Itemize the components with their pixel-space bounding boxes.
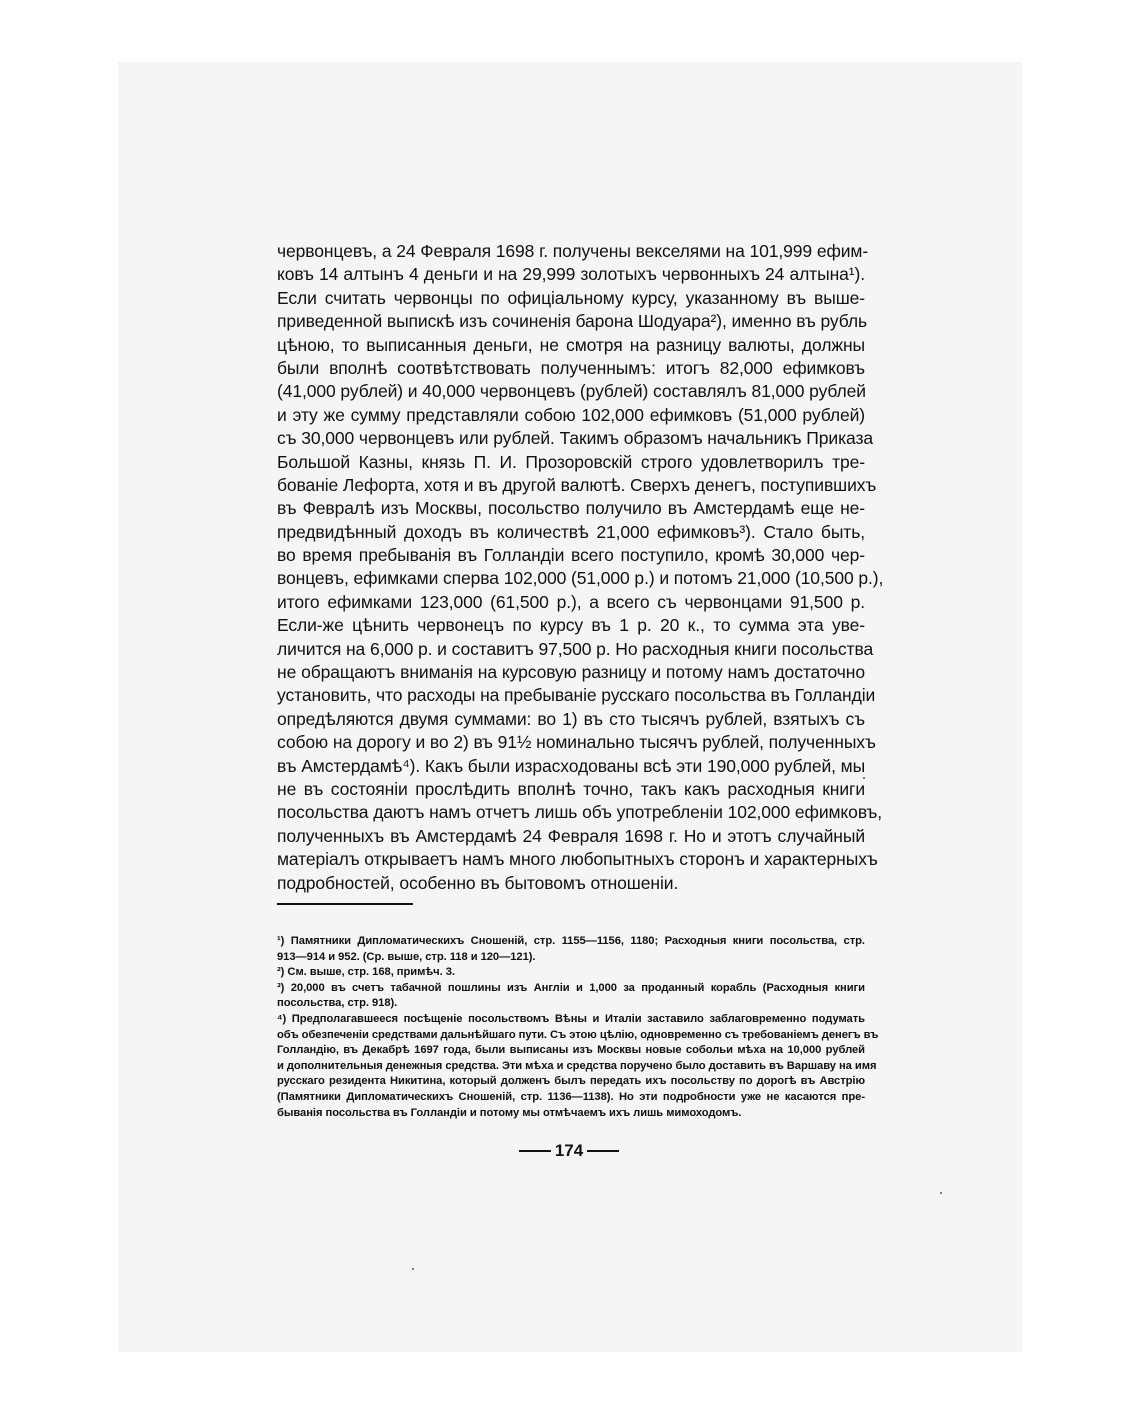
footnote-line: ³) 20,000 въ счетъ табачной пошлины изъ Англіи и 1,000 за проданный корабль (Расходныя книги	[277, 981, 865, 994]
body-line: во время пребыванія въ Голландіи всего поступило, кромѣ 30,000 чер-	[277, 545, 865, 566]
body-line: Большой Казны, князь П. И. Прозоровскій строго удовлетворилъ тре-	[277, 451, 865, 472]
footnote-line: Голландію, въ Декабрѣ 1697 года, были выписаны изъ Москвы новые собольи мѣха на 10,000 рублей	[277, 1044, 865, 1057]
body-line: личится на 6,000 р. и составитъ 97,500 р. Но расходныя книги посольства	[277, 638, 874, 659]
scan-speck	[863, 777, 865, 779]
footnote	[277, 934, 865, 965]
footnote-line: (Памятники Дипломатическихъ Сношеній, стр. 1136—1138). Но эти подробности уже не касаются пре-	[277, 1090, 865, 1103]
body-line: Если-же цѣнить червонецъ по курсу въ 1 р. 20 к., то сумма эта уве-	[277, 615, 865, 636]
body-line: не въ состояніи прослѣдить вполнѣ точно, такъ какъ расходныя книги	[277, 778, 865, 799]
footnote-line: посольства, стр. 918).	[277, 997, 398, 1010]
page-number-dash-right	[587, 1150, 619, 1152]
footnote-line: ¹) Памятники Дипломатическихъ Сношеній, стр. 1155—1156, 1180; Расходныя книги посольства, стр.	[277, 935, 865, 947]
body-line: были вполнѣ соотвѣтствовать полученнымъ: итогъ 82,000 ефимковъ	[277, 357, 865, 378]
body-line: ковъ 14 алтынъ 4 деньги и на 29,999 золотыхъ червонныхъ 24 алтына¹).	[277, 264, 865, 285]
footnote-line: и дополнительныя денежныя средства. Эти мѣха и средства поручено было доставить въ Варшаву на имя	[277, 1059, 877, 1072]
footnote-line: объ обезпеченіи средствами дальнѣйшаго пути. Съ этою цѣлію, одновременно съ требованіемъ денегъ въ	[277, 1028, 879, 1041]
body-line: посольства даютъ намъ отчетъ лишь объ употребленіи 102,000 ефимковъ,	[277, 802, 883, 823]
body-line: цѣною, то выписанныя деньги, не смотря на разницу валюты, должны	[277, 334, 865, 355]
body-line: полученныхъ въ Амстердамѣ 24 Февраля 1698 г. Но и этотъ случайный	[277, 825, 865, 846]
body-line: собою на дорогу и во 2) въ 91½ номинально тысячъ рублей, полученныхъ	[277, 732, 876, 753]
body-line: съ 30,000 червонцевъ или рублей. Такимъ образомъ начальникъ Приказа	[277, 428, 873, 449]
body-line: приведенной выпискѣ изъ сочиненія барона Шодуара²), именно въ рубль	[277, 311, 868, 332]
body-line: итого ефимками 123,000 (61,500 р.), а всего съ червонцами 91,500 р.	[277, 591, 865, 612]
footnote-divider	[277, 903, 413, 905]
footnote	[277, 981, 865, 1012]
page-number-block	[509, 1140, 629, 1162]
footnote-line: быванія посольства въ Голландіи и потому мы отмѣчаемъ ихъ лишь мимоходомъ.	[277, 1106, 742, 1119]
body-line: червонцевъ, а 24 Февраля 1698 г. получены векселями на 101,999 ефим-	[277, 241, 869, 261]
footnotes	[277, 934, 879, 1121]
body-line: матеріалъ открываетъ намъ много любопытныхъ сторонъ и характерныхъ	[277, 849, 878, 870]
body-line: (41,000 рублей) и 40,000 червонцевъ (рублей) составлялъ 81,000 рублей	[277, 381, 866, 402]
footnote-line: 913—914 и 952. (Ср. выше, стр. 118 и 120—121).	[277, 950, 536, 963]
body-text	[277, 240, 884, 895]
footnote	[277, 965, 865, 981]
scan-speck	[412, 1268, 414, 1270]
footnote-line: русскаго резидента Никитина, который долженъ былъ передать ихъ посольству по дорогѣ въ Австрію	[277, 1075, 865, 1088]
body-line: бованіе Лефорта, хотя и въ другой валютѣ. Сверхъ денегъ, поступившихъ	[277, 474, 877, 495]
body-line: и эту же сумму представляли собою 102,000 ефимковъ (51,000 рублей)	[277, 404, 865, 425]
footnote-line: ²) См. выше, стр. 168, примѣч. 3.	[277, 966, 455, 979]
body-line: въ Амстердамѣ⁴). Какъ были израсходованы всѣ эти 190,000 рублей, мы	[277, 755, 866, 776]
body-line: опредѣляются двумя суммами: во 1) въ сто тысячъ рублей, взятыхъ съ	[277, 708, 865, 729]
body-line: не обращаютъ вниманія на курсовую разницу и потому намъ достаточно	[277, 662, 865, 683]
page-number-dash-left	[519, 1150, 551, 1152]
body-line: Если считать червонцы по офиціальному курсу, указанному въ выше-	[277, 287, 865, 308]
scan-speck	[940, 1192, 942, 1194]
body-line: установить, что расходы на пребываніе русскаго посольства въ Голландіи	[277, 685, 876, 706]
body-line: вонцевъ, ефимками сперва 102,000 (51,000 р.) и потомъ 21,000 (10,500 р.),	[277, 568, 884, 589]
body-line: предвидѣнный доходъ въ количествѣ 21,000 ефимковъ³). Стало быть,	[277, 521, 865, 542]
footnote	[277, 1012, 879, 1121]
body-line: въ Февралѣ изъ Москвы, посольство получило въ Амстердамѣ еще не-	[277, 498, 865, 519]
body-line: подробностей, особенно въ бытовомъ отношеніи.	[277, 872, 679, 893]
footnote-line: ⁴) Предполагавшееся посѣщеніе посольствомъ Вѣны и Италіи заставило заблаговременно подумать	[277, 1012, 865, 1025]
page-number: 174	[554, 1141, 584, 1160]
